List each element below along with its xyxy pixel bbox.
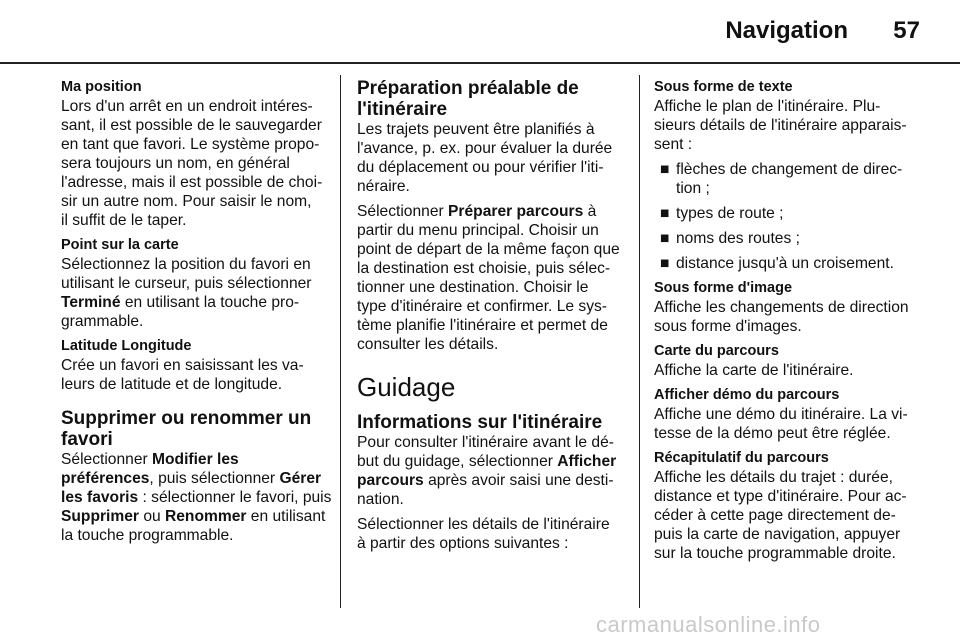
text-line: en tant que favori. Le système propo-: [61, 136, 320, 153]
text-line: partir du menu principal. Choisir un: [357, 222, 599, 239]
list-item: [654, 229, 924, 248]
section-demo: [654, 386, 924, 443]
text-span: , puis sélectionner: [149, 470, 280, 487]
text-line: Sélectionnez la position du favori en: [61, 256, 311, 273]
text-line: tionner une destination. Choisir le: [357, 279, 589, 296]
heading-line: l'itinéraire: [357, 99, 448, 120]
text-line: Affiche la carte de l'itinéraire.: [654, 362, 854, 379]
text-line: sir un autre nom. Pour saisir le nom,: [61, 193, 312, 210]
text-line: [61, 507, 326, 526]
bold-term: Supprimer: [61, 508, 139, 525]
text-line: Sélectionner les détails de l'itinéraire: [357, 516, 610, 533]
page-header: [0, 0, 960, 64]
text-line: noms des routes ;: [676, 230, 800, 247]
section-ma-position: [61, 78, 323, 230]
text-line: à partir des options suivantes :: [357, 535, 569, 552]
bold-term: Modifier les: [152, 451, 239, 468]
text-line: [357, 471, 625, 490]
text-span: Sélectionner: [61, 451, 153, 468]
subheading: Ma position: [61, 79, 142, 95]
text-line: Affiche le plan de l'itinéraire. Plu-: [654, 98, 881, 115]
text-line: il suffit de le taper.: [61, 212, 187, 229]
section-point-carte: [61, 236, 323, 331]
section-heading: [357, 78, 625, 120]
text-line: [357, 202, 625, 221]
bold-term: Terminé: [61, 294, 121, 311]
section-image: [654, 279, 924, 336]
section-carte: [654, 342, 924, 380]
list-item: [654, 160, 924, 198]
text-line: du déplacement ou pour vérifier l'iti-: [357, 159, 604, 176]
text-line: leurs de latitude et de longitude.: [61, 376, 283, 393]
bullet-icon: ■: [660, 255, 670, 272]
text-span: Sélectionner: [357, 203, 449, 220]
text-line: flèches de changement de direc-: [676, 161, 903, 178]
text-line: néraire.: [357, 178, 410, 195]
text-span: après avoir saisi une desti-: [423, 472, 614, 489]
text-span: ou: [138, 508, 165, 525]
text-line: tème planifie l'itinéraire et permet de: [357, 317, 608, 334]
page-number: 57: [893, 17, 920, 44]
text-line: la destination est choisie, puis sélec-: [357, 260, 611, 277]
text-line: [61, 488, 332, 507]
bold-term: Préparer parcours: [448, 203, 584, 220]
text-span: en utilisant: [246, 508, 326, 525]
text-line: sera toujours un nom, en général: [61, 155, 290, 172]
text-line: sous forme d'images.: [654, 318, 802, 335]
text-line: [61, 450, 323, 469]
heading-line: Supprimer ou renommer un: [61, 408, 312, 429]
section-supprimer: [61, 408, 332, 545]
subheading: Latitude Longitude: [61, 338, 192, 354]
text-line: type d'itinéraire et confirmer. Le sys-: [357, 298, 607, 315]
section-guidage: [357, 372, 625, 553]
text-line: la touche programmable.: [61, 527, 234, 544]
heading-line: Informations sur l'itinéraire: [357, 412, 603, 433]
text-line: distance jusqu'à un croisement.: [676, 255, 894, 272]
text-line: céder à cette page directement de-: [654, 507, 896, 524]
bold-term: parcours: [357, 472, 424, 489]
text-line: Affiche les changements de direction: [654, 299, 909, 316]
text-line: Affiche les détails du trajet : durée,: [654, 469, 893, 486]
section-lat-long: [61, 337, 323, 394]
text-line: sieurs détails de l'itinéraire apparais-: [654, 117, 907, 134]
subheading: Carte du parcours: [654, 343, 779, 359]
text-line: Crée un favori en saisissant les va-: [61, 357, 304, 374]
section-texte: [654, 78, 924, 273]
column-left: [61, 78, 332, 545]
bold-term: Afficher: [557, 453, 617, 470]
text-line: sent :: [654, 136, 693, 153]
subheading: Point sur la carte: [61, 237, 179, 253]
section-preparation: [357, 78, 625, 354]
heading-line: Préparation préalable de: [357, 78, 579, 99]
column-middle: [357, 78, 625, 553]
bold-term: préférences: [61, 470, 150, 487]
text-span: à: [583, 203, 597, 220]
text-line: tion ;: [676, 180, 710, 197]
bold-term: Renommer: [165, 508, 247, 525]
chapter-heading: Guidage: [357, 372, 456, 402]
bullet-icon: ■: [660, 161, 670, 178]
text-line: consulter les détails.: [357, 336, 499, 353]
column-right: [654, 78, 924, 563]
bullet-icon: ■: [660, 205, 670, 222]
text-line: point de départ de la même façon que: [357, 241, 620, 258]
text-line: Lors d'un arrêt en un endroit intéres-: [61, 98, 313, 115]
text-line: sur la touche programmable droite.: [654, 545, 896, 562]
text-line: Affiche une démo du itinéraire. La vi-: [654, 406, 908, 423]
page-title: Navigation: [725, 17, 848, 44]
subheading: Afficher démo du parcours: [654, 387, 840, 403]
column-divider: [340, 75, 341, 608]
bold-term: les favoris: [61, 489, 139, 506]
bullet-icon: ■: [660, 230, 670, 247]
text-line: [61, 293, 323, 312]
watermark: carmanualsonline.info: [596, 612, 821, 637]
text-line: puis la carte de navigation, appuyer: [654, 526, 901, 543]
text-line: tesse de la démo peut être réglée.: [654, 425, 891, 442]
text-line: utilisant le curseur, puis sélectionner: [61, 275, 312, 292]
text-span: but du guidage, sélectionner: [357, 453, 558, 470]
text-line: grammable.: [61, 313, 144, 330]
text-line: Pour consulter l'itinéraire avant le dé-: [357, 434, 614, 451]
list-item: [654, 254, 924, 273]
text-line: [61, 469, 323, 488]
text-line: types de route ;: [676, 205, 784, 222]
text-line: [357, 452, 625, 471]
subheading: Sous forme de texte: [654, 79, 793, 95]
heading-line: favori: [61, 429, 113, 450]
subheading: Sous forme d'image: [654, 280, 793, 296]
section-heading: [61, 408, 323, 450]
section-recap: [654, 449, 924, 563]
text-span: : sélectionner le favori, puis: [138, 489, 332, 506]
text-line: Les trajets peuvent être planifiés à: [357, 121, 595, 138]
text-line: l'avance, p. ex. pour évaluer la durée: [357, 140, 613, 157]
text-line: distance et type d'itinéraire. Pour ac-: [654, 488, 907, 505]
column-divider: [639, 75, 640, 608]
text-line: sant, il est possible de le sauvegarder: [61, 117, 322, 134]
text-line: nation.: [357, 491, 404, 508]
subheading: Récapitulatif du parcours: [654, 450, 829, 466]
text-line: l'adresse, mais il est possible de choi-: [61, 174, 323, 191]
text-span: en utilisant la touche pro-: [120, 294, 300, 311]
list-item: [654, 204, 924, 223]
section-heading: [357, 412, 625, 433]
bold-term: Gérer: [279, 470, 322, 487]
